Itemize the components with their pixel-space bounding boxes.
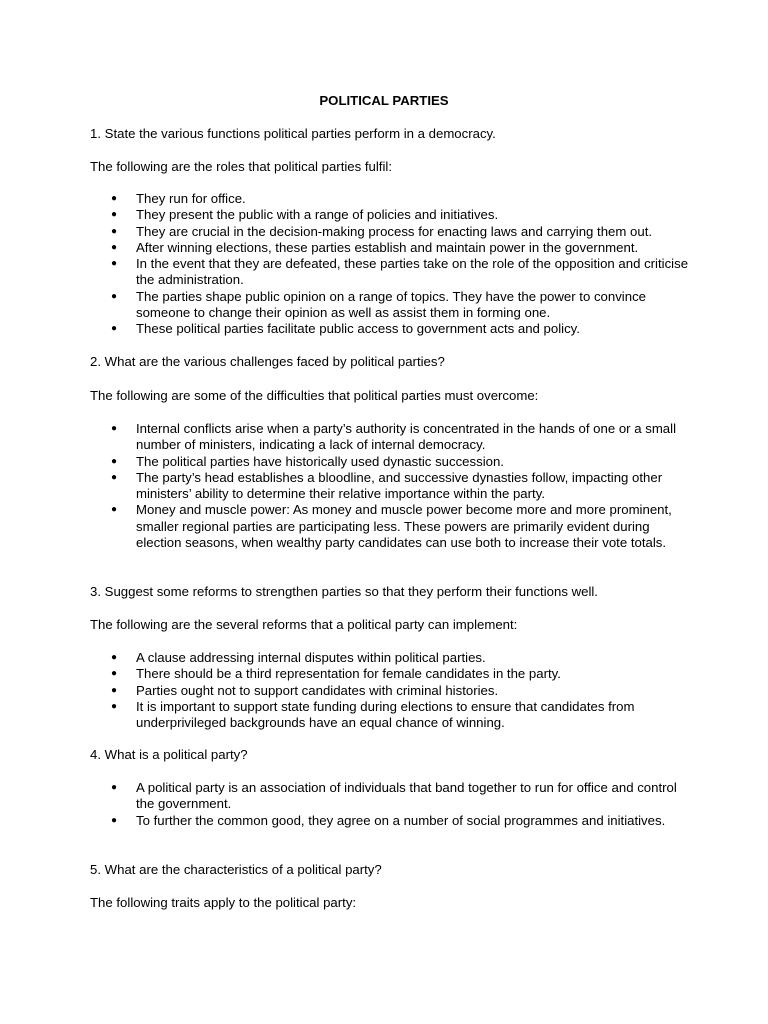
list-item: ● A clause addressing internal disputes within political parties. (111, 650, 486, 665)
intro-5: The following traits apply to the political party: (90, 895, 357, 910)
bullet-marker: ● (111, 471, 118, 483)
bullet-marker: ● (111, 652, 118, 663)
intro-3: The following are the several reforms that a political party can implement: (90, 617, 518, 632)
intro-1: The following are the roles that political parties fulfil: (90, 159, 392, 174)
list-item: ● After winning elections, these parties establish and maintain power in the government. (111, 239, 639, 255)
list-item: ● A political party is an association of individuals that band together to run for office and control the government. (111, 780, 677, 812)
bullet-marker: ● (111, 782, 118, 793)
bullet-marker: ● (111, 668, 118, 680)
bullet-marker: ● (111, 504, 118, 516)
list-item: ● Money and muscle power: As money and muscle power become more and more prominent, smaller regional parties are participating less. These powers are primarily evident during election seasons, when wealthy party candidates can use both to increase their vote totals. (111, 502, 672, 551)
bullet-marker: ● (111, 323, 118, 335)
bullet-marker: ● (111, 814, 118, 826)
bullet-list-2 (90, 421, 690, 551)
bullet-marker: ● (111, 455, 118, 467)
bullet-marker: ● (111, 700, 118, 712)
bullet-marker: ● (111, 241, 118, 253)
question-3: 3. Suggest some reforms to strengthen parties so that they perform their functions well. (90, 584, 598, 599)
page-title: POLITICAL PARTIES (319, 93, 449, 108)
bullet-marker: ● (111, 258, 118, 270)
list-item: ● They run for office. (111, 191, 246, 206)
list-item: ● The parties shape public opinion on a range of topics. They have the power to convince someone to change their opinion as well as assist them in forming one. (111, 288, 646, 321)
list-item: ● To further the common good, they agree on a number of social programmes and initiatives. (111, 812, 666, 828)
intro-2: The following are some of the difficulties that political parties must overcome: (90, 388, 539, 403)
bullet-list-1 (90, 191, 690, 338)
bullet-list-3 (90, 650, 690, 731)
list-item: ● There should be a third representation for female candidates in the party. (111, 666, 561, 682)
list-item: ● It is important to support state funding during elections to ensure that candidates from underprivileged backgrounds have an equal chance of winning. (111, 698, 635, 731)
question-1: 1. State the various functions political parties perform in a democracy. (90, 126, 496, 141)
list-item: ● Parties ought not to support candidates with criminal histories. (111, 682, 499, 698)
list-item: ● These political parties facilitate public access to government acts and policy. (111, 321, 580, 337)
bullet-marker: ● (111, 423, 118, 434)
list-item: ● They present the public with a range of policies and initiatives. (111, 207, 499, 223)
question-4: 4. What is a political party? (90, 747, 248, 762)
bullet-list-4 (90, 780, 690, 829)
question-5: 5. What are the characteristics of a political party? (90, 862, 382, 877)
list-item: ● Internal conflicts arise when a party’s authority is concentrated in the hands of one or a small number of ministers, indicating a lack of internal democracy. (111, 421, 677, 453)
list-item: ● They are crucial in the decision-making process for enacting laws and carrying them out. (111, 223, 653, 239)
list-item: ● In the event that they are defeated, these parties take on the role of the opposition and criticise the administration. (111, 256, 689, 288)
list-item: ● The party’s head establishes a bloodline, and successive dynasties follow, impacting other ministers’ ability to determine their relative importance within the party. (111, 469, 663, 502)
question-2: 2. What are the various challenges faced by political parties? (90, 354, 445, 369)
bullet-marker: ● (111, 225, 118, 237)
bullet-marker: ● (111, 290, 118, 302)
bullet-marker: ● (111, 684, 118, 696)
list-item: ● The political parties have historically used dynastic succession. (111, 453, 504, 469)
bullet-marker: ● (111, 193, 118, 204)
bullet-marker: ● (111, 209, 118, 221)
